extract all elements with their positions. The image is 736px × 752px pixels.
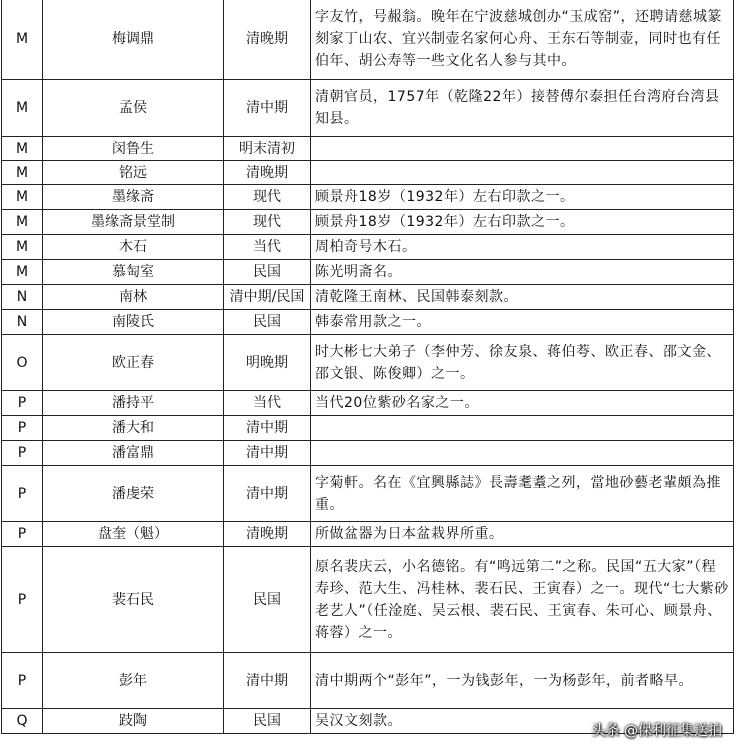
initial-letter: M [2, 161, 43, 185]
artisan-name: 墨缘斋 [43, 185, 224, 210]
initial-letter: P [2, 416, 43, 441]
description: 顾景舟18岁（1932年）左右印款之一。 [311, 185, 734, 210]
description: 字友竹，号赧翁。晚年在宁波慈城创办“玉成窑”，还聘请慈城篆刻家丁山农、宜兴制壶名家何心舟、王东石等制壶，同时也有任伯年、胡公寿等一些文化名人参与其中。 [311, 0, 734, 80]
initial-letter: N [2, 310, 43, 335]
artisan-name: 盘奎（魁） [43, 522, 224, 547]
era: 民国 [224, 310, 311, 335]
description: 清中期两个“彭年”，一为钱彭年，一为杨彭年，前者略早。 [311, 653, 734, 709]
era: 现代 [224, 185, 311, 210]
era: 清晚期 [224, 161, 311, 185]
table-row [2, 185, 734, 210]
table-row [2, 0, 734, 80]
description: 陈光明斋名。 [311, 260, 734, 285]
artisan-name: 闵鲁生 [43, 137, 224, 161]
description: 清朝官员，1757年（乾隆22年）接替傅尔泰担任台湾府台湾县知县。 [311, 80, 734, 137]
initial-letter: P [2, 466, 43, 522]
initial-letter: P [2, 653, 43, 709]
initial-letter: O [2, 335, 43, 391]
artisan-name: 梅调鼎 [43, 0, 224, 80]
era: 清中期 [224, 466, 311, 522]
description [311, 161, 734, 185]
era: 清晚期 [224, 522, 311, 547]
table-row [2, 285, 734, 310]
table-row [2, 547, 734, 653]
initial-letter: M [2, 185, 43, 210]
artisan-name: 潘持平 [43, 391, 224, 416]
artisan-name: 孟侯 [43, 80, 224, 137]
table-row [2, 466, 734, 522]
description [311, 416, 734, 441]
initial-letter: P [2, 547, 43, 653]
initial-letter: P [2, 441, 43, 466]
description: 清乾隆王南林、民国韩泰刻款。 [311, 285, 734, 310]
era: 清晚期 [224, 0, 311, 80]
artisan-name: 墨缘斋景堂制 [43, 210, 224, 235]
table-row [2, 235, 734, 260]
table-row [2, 416, 734, 441]
description: 顾景舟18岁（1932年）左右印款之一。 [311, 210, 734, 235]
table-row [2, 260, 734, 285]
era: 明晚期 [224, 335, 311, 391]
initial-letter: Q [2, 709, 43, 734]
initial-letter: M [2, 137, 43, 161]
artisan-name: 慕匋室 [43, 260, 224, 285]
watermark: 头条 @保利征集送拍 [591, 723, 722, 739]
era: 现代 [224, 210, 311, 235]
era: 民国 [224, 547, 311, 653]
era: 明末清初 [224, 137, 311, 161]
artisan-name: 裴石民 [43, 547, 224, 653]
table-row [2, 310, 734, 335]
artisan-name: 木石 [43, 235, 224, 260]
table-row [2, 80, 734, 137]
description [311, 441, 734, 466]
initial-letter: M [2, 260, 43, 285]
era: 清中期 [224, 441, 311, 466]
description [311, 137, 734, 161]
era: 清中期 [224, 80, 311, 137]
artisan-name: 欧正春 [43, 335, 224, 391]
era: 清中期/民国 [224, 285, 311, 310]
description: 韩泰常用款之一。 [311, 310, 734, 335]
era: 民国 [224, 709, 311, 734]
table-row [2, 210, 734, 235]
description: 字菊軒。名在《宜興縣誌》長壽耄耋之列，當地砂藝老輩頗為推重。 [311, 466, 734, 522]
artisan-name: 南林 [43, 285, 224, 310]
description: 原名裴庆云，小名德铭。有“鸣远第二”之称。民国“五大家”（程寿珍、范大生、冯桂林、裴石民、王寅春）之一。现代“七大紫砂老艺人”（任淦庭、吴云根、裴石民、王寅春、朱可心、顾景舟、蒋蓉）之一。 [311, 547, 734, 653]
table-row [2, 137, 734, 161]
description: 当代20位紫砂名家之一。 [311, 391, 734, 416]
initial-letter: M [2, 210, 43, 235]
artisan-name: 潘虔荣 [43, 466, 224, 522]
artisan-name: 跂陶 [43, 709, 224, 734]
artisan-name: 彭年 [43, 653, 224, 709]
initial-letter: M [2, 0, 43, 80]
initial-letter: N [2, 285, 43, 310]
era: 清中期 [224, 653, 311, 709]
table-row [2, 653, 734, 709]
description: 所做盆器为日本盆栽界所重。 [311, 522, 734, 547]
era: 民国 [224, 260, 311, 285]
artisan-name: 潘大和 [43, 416, 224, 441]
artisan-table [1, 0, 734, 734]
initial-letter: P [2, 522, 43, 547]
table-row [2, 335, 734, 391]
era: 当代 [224, 235, 311, 260]
description: 时大彬七大弟子（李仲芳、徐友泉、蒋伯荂、欧正春、邵文金、邵文银、陈俊卿）之一。 [311, 335, 734, 391]
era: 当代 [224, 391, 311, 416]
initial-letter: M [2, 80, 43, 137]
artisan-name: 铭远 [43, 161, 224, 185]
table-row [2, 161, 734, 185]
initial-letter: P [2, 391, 43, 416]
description: 吴汉文刻款。 [311, 709, 734, 734]
era: 清中期 [224, 416, 311, 441]
artisan-name: 潘富鼎 [43, 441, 224, 466]
initial-letter: M [2, 235, 43, 260]
description: 周柏奇号木石。 [311, 235, 734, 260]
table-row [2, 391, 734, 416]
table-row [2, 441, 734, 466]
artisan-name: 南陵氏 [43, 310, 224, 335]
table-row [2, 522, 734, 547]
